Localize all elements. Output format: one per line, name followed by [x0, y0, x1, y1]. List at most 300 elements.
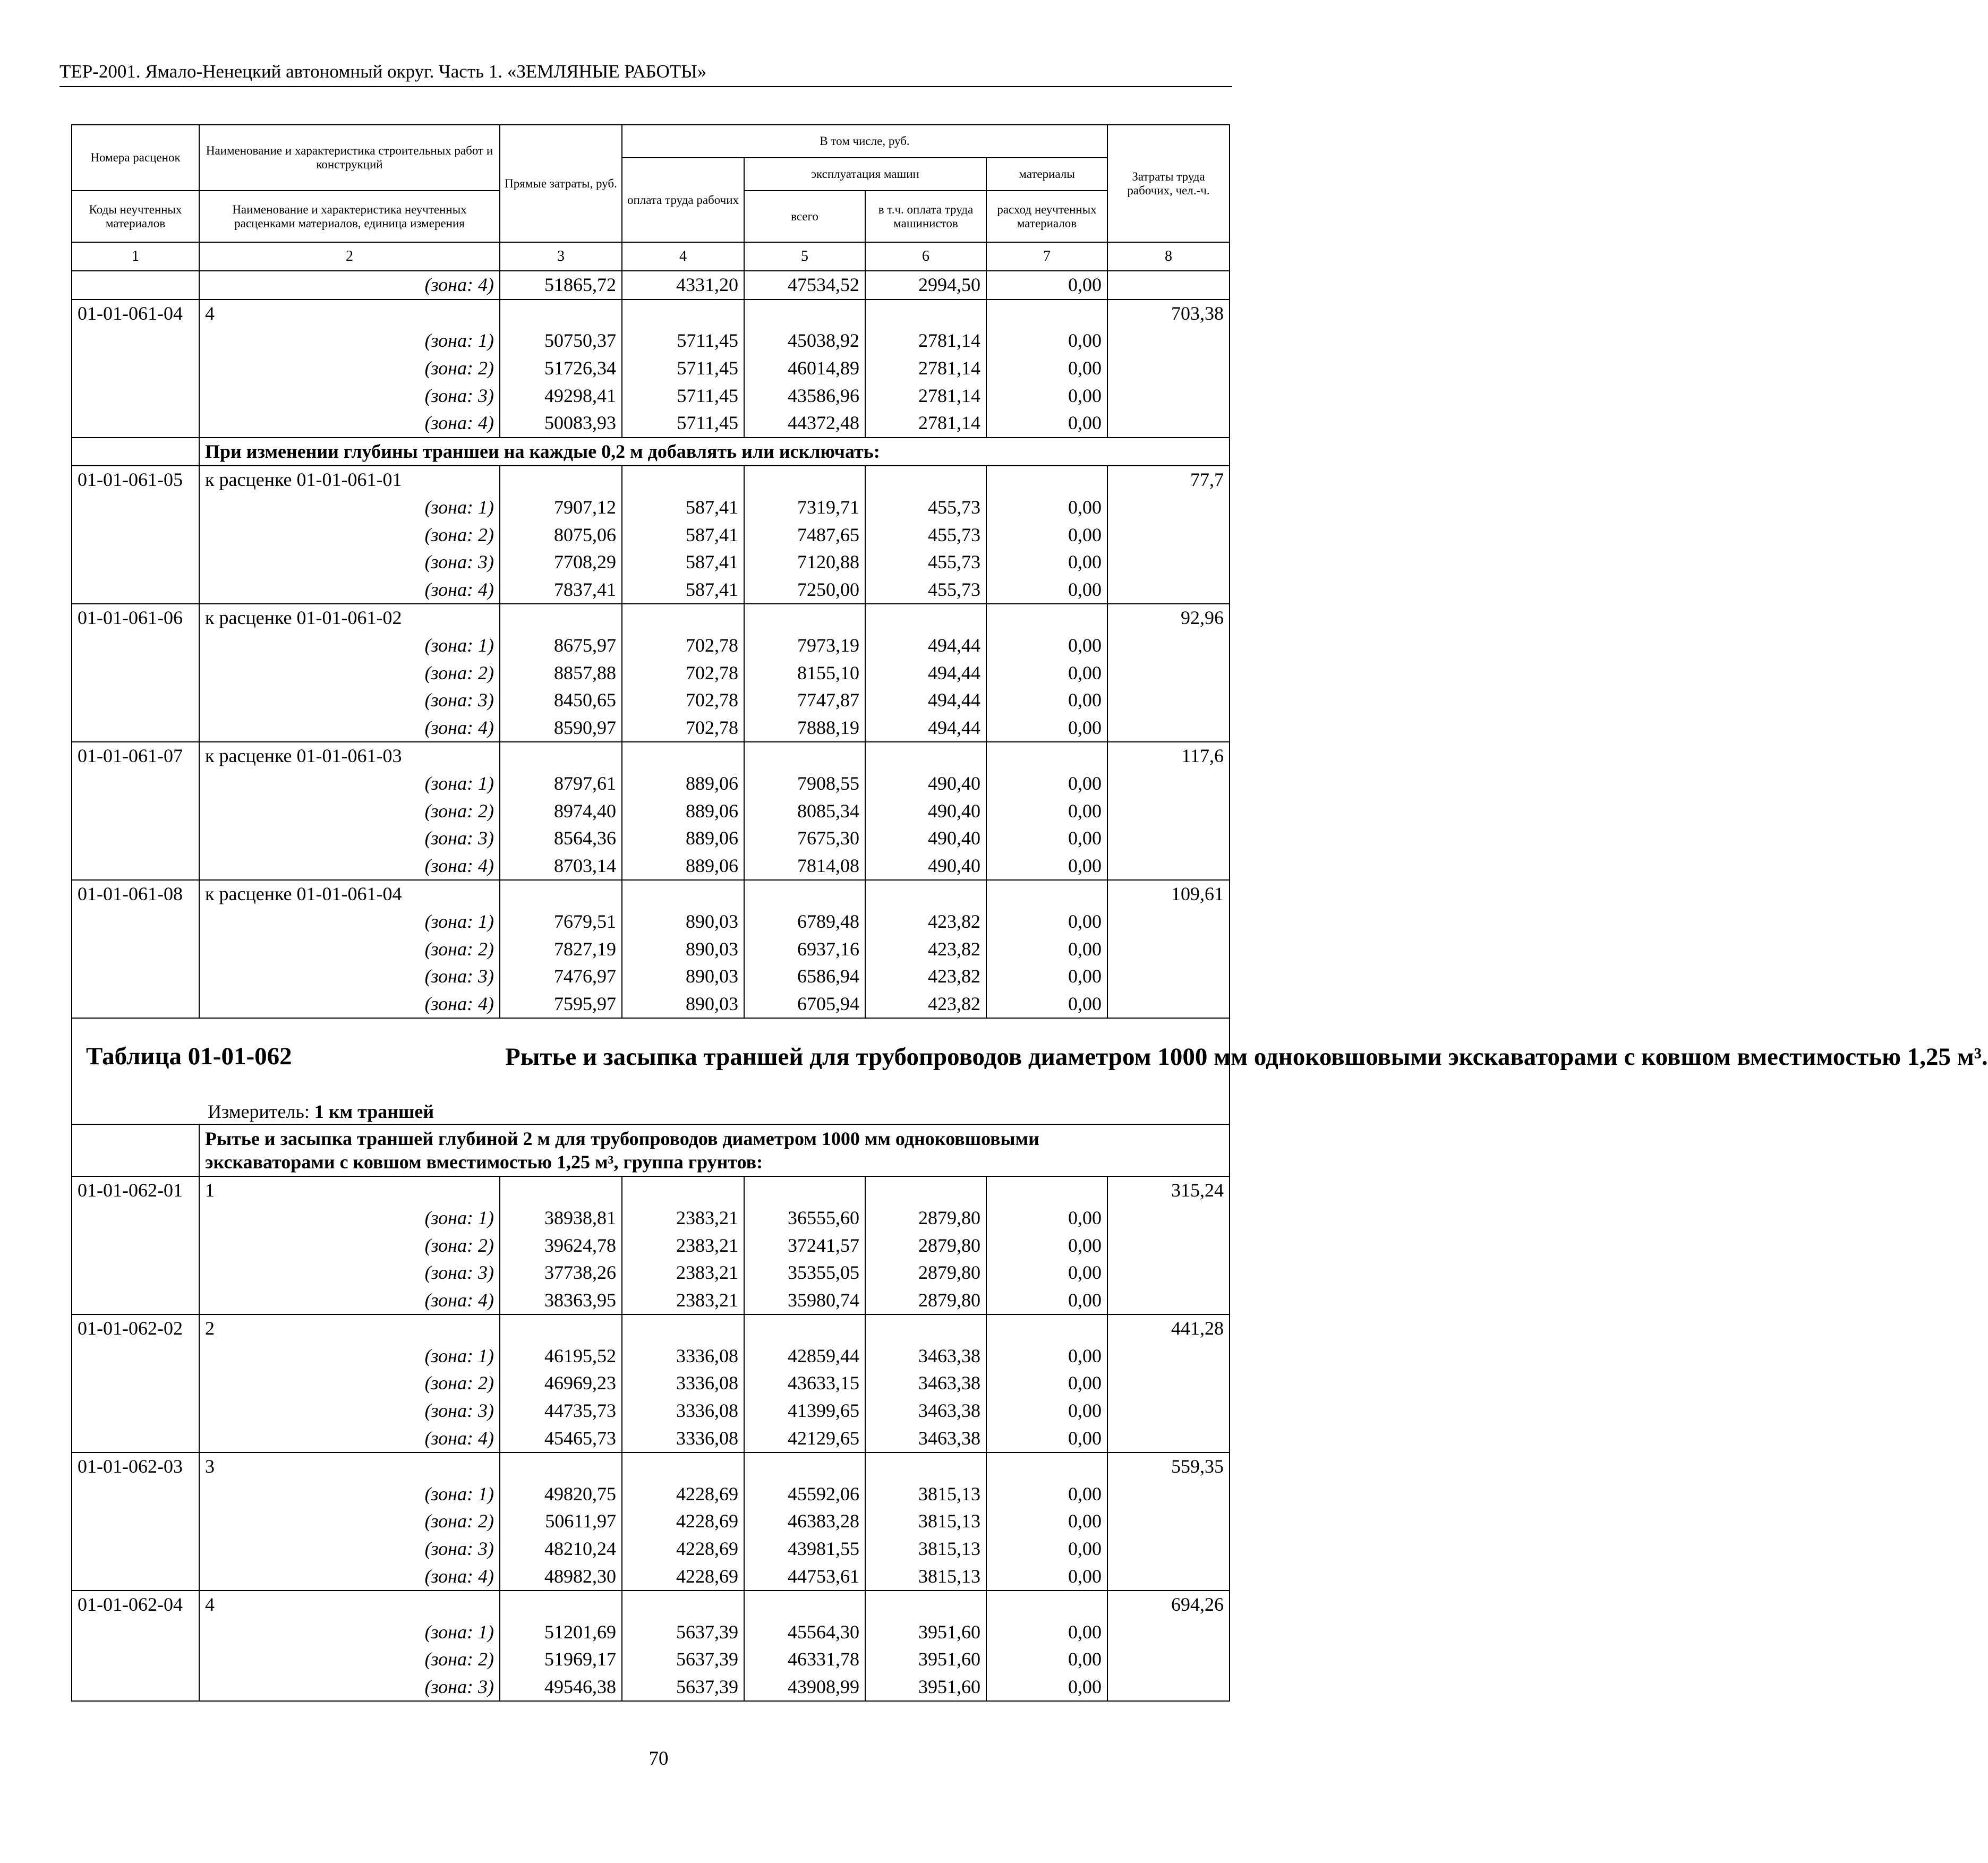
- materials-cost: 0,00: [986, 1646, 1107, 1673]
- header-col5: всего: [744, 191, 865, 242]
- rate-code: [72, 659, 199, 687]
- zone-label: (зона: 3): [199, 1397, 500, 1425]
- labor-cost: 92,96: [1107, 604, 1230, 632]
- machine-total: 6937,16: [744, 935, 865, 963]
- rate-code: [72, 1619, 199, 1646]
- rate-code: [72, 327, 199, 355]
- column-numbers-row: [72, 242, 1230, 271]
- direct-cost: 51865,72: [500, 271, 622, 300]
- table-row: [72, 1562, 1230, 1591]
- empty-cell: [986, 466, 1107, 494]
- column-number-7: 7: [986, 242, 1107, 271]
- machinist-pay: 3815,13: [865, 1481, 986, 1508]
- machine-total: 7250,00: [744, 576, 865, 604]
- header-col3: Прямые затраты, руб.: [500, 125, 622, 242]
- materials-cost: 0,00: [986, 1232, 1107, 1259]
- table-row: [72, 770, 1230, 798]
- page-number: 70: [649, 1748, 669, 1770]
- worker-pay: 889,06: [622, 797, 744, 825]
- machinist-pay: 2994,50: [865, 271, 986, 300]
- materials-cost: 0,00: [986, 549, 1107, 576]
- rate-code: [72, 409, 199, 438]
- direct-cost: 44735,73: [500, 1397, 622, 1425]
- empty-cell: [865, 604, 986, 632]
- direct-cost: 51201,69: [500, 1619, 622, 1646]
- rate-code: [72, 1424, 199, 1452]
- direct-cost: 7837,41: [500, 576, 622, 604]
- worker-pay: 4331,20: [622, 271, 744, 300]
- machinist-pay: 490,40: [865, 825, 986, 852]
- labor-cost: [1107, 521, 1230, 549]
- labor-cost: [1107, 1619, 1230, 1646]
- machine-total: 46014,89: [744, 355, 865, 382]
- labor-cost: [1107, 1343, 1230, 1370]
- zone-label: (зона: 1): [199, 327, 500, 355]
- zone-label: (зона: 1): [199, 1204, 500, 1232]
- machine-total: 7487,65: [744, 521, 865, 549]
- labor-cost: [1107, 1646, 1230, 1673]
- zone-label: (зона: 4): [199, 852, 500, 880]
- worker-pay: 4228,69: [622, 1535, 744, 1563]
- empty-cell: [744, 1591, 865, 1619]
- running-header: ТЕР-2001. Ямало-Ненецкий автономный округ. Часть 1. «ЗЕМЛЯНЫЕ РАБОТЫ»: [59, 57, 1232, 87]
- rate-code: 01-01-061-06: [72, 604, 199, 632]
- rate-code: [72, 271, 199, 300]
- rate-code: [72, 576, 199, 604]
- empty-cell: [622, 880, 744, 908]
- worker-pay: 2383,21: [622, 1286, 744, 1314]
- rate-code: [72, 1343, 199, 1370]
- labor-cost: [1107, 1673, 1230, 1702]
- rate-code: [72, 1259, 199, 1287]
- rate-header-row: [72, 880, 1230, 908]
- table-row: [72, 687, 1230, 714]
- empty-cell: [622, 1176, 744, 1204]
- rate-code: [72, 990, 199, 1018]
- worker-pay: 889,06: [622, 825, 744, 852]
- machinist-pay: 494,44: [865, 714, 986, 742]
- empty-cell: [500, 1591, 622, 1619]
- machine-total: 45038,92: [744, 327, 865, 355]
- empty-cell: [865, 1591, 986, 1619]
- empty-cell: [500, 300, 622, 328]
- materials-cost: 0,00: [986, 990, 1107, 1018]
- worker-pay: 3336,08: [622, 1343, 744, 1370]
- rate-code: 01-01-062-04: [72, 1591, 199, 1619]
- empty-cell: [744, 604, 865, 632]
- rate-code: [72, 632, 199, 660]
- direct-cost: 48982,30: [500, 1562, 622, 1591]
- labor-cost: [1107, 825, 1230, 852]
- column-number-8: 8: [1107, 242, 1230, 271]
- rate-code: [72, 825, 199, 852]
- materials-cost: 0,00: [986, 1481, 1107, 1508]
- machinist-pay: 494,44: [865, 632, 986, 660]
- column-number-1: 1: [72, 242, 199, 271]
- table-row: [72, 1343, 1230, 1370]
- machinist-pay: 455,73: [865, 576, 986, 604]
- table-row: [72, 1232, 1230, 1259]
- empty-cell: [744, 880, 865, 908]
- empty-cell: [500, 880, 622, 908]
- machinist-pay: 490,40: [865, 770, 986, 798]
- header-col8: Затраты труда рабочих, чел.-ч.: [1107, 125, 1230, 242]
- rate-code: 01-01-062-01: [72, 1176, 199, 1204]
- empty-cell: [622, 604, 744, 632]
- header-col1-top: Номера расценок: [72, 125, 199, 191]
- direct-cost: 37738,26: [500, 1259, 622, 1287]
- materials-cost: 0,00: [986, 271, 1107, 300]
- materials-cost: 0,00: [986, 687, 1107, 714]
- table-row: [72, 549, 1230, 576]
- machinist-pay: 455,73: [865, 494, 986, 522]
- rate-code: [72, 1232, 199, 1259]
- machinist-pay: 3815,13: [865, 1535, 986, 1563]
- empty-cell: [744, 466, 865, 494]
- rate-header-row: [72, 742, 1230, 770]
- zone-label: (зона: 4): [199, 271, 500, 300]
- machinist-pay: 423,82: [865, 908, 986, 936]
- rate-header-row: [72, 1314, 1230, 1343]
- rates-table: [71, 124, 1988, 1702]
- machinist-pay: 2781,14: [865, 382, 986, 409]
- measure-unit: [208, 1098, 434, 1125]
- zone-label: (зона: 2): [199, 521, 500, 549]
- rate-name: к расценке 01-01-061-02: [199, 604, 500, 632]
- machinist-pay: 3815,13: [865, 1562, 986, 1591]
- empty-cell: [622, 1452, 744, 1481]
- zone-label: (зона: 4): [199, 990, 500, 1018]
- machine-total: 6586,94: [744, 963, 865, 990]
- zone-label: (зона: 3): [199, 549, 500, 576]
- table-row: [72, 521, 1230, 549]
- machine-total: 7908,55: [744, 770, 865, 798]
- machinist-pay: 2781,14: [865, 409, 986, 438]
- machinist-pay: 423,82: [865, 963, 986, 990]
- zone-label: (зона: 4): [199, 576, 500, 604]
- empty-cell: [622, 1591, 744, 1619]
- machinist-pay: 3463,38: [865, 1397, 986, 1425]
- rate-code: 01-01-061-04: [72, 300, 199, 328]
- worker-pay: 587,41: [622, 549, 744, 576]
- machinist-pay: 490,40: [865, 797, 986, 825]
- machine-total: 42129,65: [744, 1424, 865, 1452]
- labor-cost: 109,61: [1107, 880, 1230, 908]
- table-row: [72, 797, 1230, 825]
- zone-label: (зона: 3): [199, 963, 500, 990]
- zone-label: (зона: 3): [199, 1673, 500, 1702]
- rate-code: 01-01-062-03: [72, 1452, 199, 1481]
- direct-cost: 8797,61: [500, 770, 622, 798]
- column-number-3: 3: [500, 242, 622, 271]
- zone-label: (зона: 4): [199, 409, 500, 438]
- rate-header-row: [72, 466, 1230, 494]
- materials-cost: 0,00: [986, 1259, 1107, 1287]
- table-row: [72, 1646, 1230, 1673]
- direct-cost: 8075,06: [500, 521, 622, 549]
- labor-cost: [1107, 797, 1230, 825]
- worker-pay: 5637,39: [622, 1673, 744, 1702]
- zone-label: (зона: 1): [199, 908, 500, 936]
- zone-label: (зона: 3): [199, 1535, 500, 1563]
- section-note-row: [72, 438, 1230, 466]
- machinist-pay: 3951,60: [865, 1673, 986, 1702]
- materials-cost: 0,00: [986, 1535, 1107, 1563]
- rate-name: к расценке 01-01-061-03: [199, 742, 500, 770]
- table-header: [72, 125, 1230, 271]
- machine-total: 7973,19: [744, 632, 865, 660]
- machinist-pay: 3815,13: [865, 1508, 986, 1535]
- machine-total: 7319,71: [744, 494, 865, 522]
- section-note-row: [72, 1124, 1230, 1176]
- table-row: [72, 576, 1230, 604]
- direct-cost: 51726,34: [500, 355, 622, 382]
- rate-code: [72, 494, 199, 522]
- machine-total: 43981,55: [744, 1535, 865, 1563]
- worker-pay: 5711,45: [622, 327, 744, 355]
- worker-pay: 702,78: [622, 632, 744, 660]
- labor-cost: [1107, 271, 1230, 300]
- empty-cell: [865, 742, 986, 770]
- labor-cost: [1107, 963, 1230, 990]
- machinist-pay: 490,40: [865, 852, 986, 880]
- rate-code: [72, 714, 199, 742]
- worker-pay: 3336,08: [622, 1424, 744, 1452]
- empty-cell: [986, 1452, 1107, 1481]
- table-row: [72, 963, 1230, 990]
- worker-pay: 890,03: [622, 935, 744, 963]
- table-row: [72, 327, 1230, 355]
- worker-pay: 587,41: [622, 521, 744, 549]
- rate-code: 01-01-061-08: [72, 880, 199, 908]
- machine-total: 41399,65: [744, 1397, 865, 1425]
- machine-total: 6705,94: [744, 990, 865, 1018]
- direct-cost: 45465,73: [500, 1424, 622, 1452]
- materials-cost: 0,00: [986, 852, 1107, 880]
- labor-cost: [1107, 990, 1230, 1018]
- machine-total: 7747,87: [744, 687, 865, 714]
- zone-label: (зона: 3): [199, 687, 500, 714]
- rate-name: 4: [199, 1591, 500, 1619]
- machine-total: 7120,88: [744, 549, 865, 576]
- empty-cell: [865, 880, 986, 908]
- rate-code: [72, 687, 199, 714]
- table-title: Рытье и засыпка траншей для трубопроводов диаметром 1000 мм одноковшовыми экскаваторами с ковшом вместимостью 1,25 м³.: [505, 1043, 1988, 1071]
- labor-cost: [1107, 382, 1230, 409]
- rate-code: [72, 908, 199, 936]
- worker-pay: 5711,45: [622, 355, 744, 382]
- rate-code: [72, 549, 199, 576]
- table-row: [72, 990, 1230, 1018]
- labor-cost: 77,7: [1107, 466, 1230, 494]
- machinist-pay: 494,44: [865, 659, 986, 687]
- materials-cost: 0,00: [986, 494, 1107, 522]
- worker-pay: 2383,21: [622, 1204, 744, 1232]
- empty-cell: [622, 742, 744, 770]
- labor-cost: [1107, 1562, 1230, 1591]
- rate-code: [72, 1397, 199, 1425]
- empty-cell: [865, 300, 986, 328]
- worker-pay: 5637,39: [622, 1646, 744, 1673]
- materials-cost: 0,00: [986, 1286, 1107, 1314]
- direct-cost: 49820,75: [500, 1481, 622, 1508]
- direct-cost: 8590,97: [500, 714, 622, 742]
- zone-label: (зона: 4): [199, 1424, 500, 1452]
- materials-cost: 0,00: [986, 1562, 1107, 1591]
- empty-cell: [744, 1176, 865, 1204]
- direct-cost: 49298,41: [500, 382, 622, 409]
- materials-cost: 0,00: [986, 935, 1107, 963]
- table-row: [72, 1286, 1230, 1314]
- rate-code: [72, 770, 199, 798]
- machine-total: 7675,30: [744, 825, 865, 852]
- worker-pay: 702,78: [622, 714, 744, 742]
- table-number: Таблица 01-01-062: [86, 1042, 292, 1071]
- machinist-pay: 494,44: [865, 687, 986, 714]
- zone-label: (зона: 2): [199, 355, 500, 382]
- labor-cost: [1107, 852, 1230, 880]
- materials-cost: 0,00: [986, 409, 1107, 438]
- materials-cost: 0,00: [986, 908, 1107, 936]
- table-row: [72, 714, 1230, 742]
- labor-cost: [1107, 494, 1230, 522]
- machinist-pay: 423,82: [865, 990, 986, 1018]
- materials-cost: 0,00: [986, 1619, 1107, 1646]
- rate-code: 01-01-061-05: [72, 466, 199, 494]
- table-row: [72, 1424, 1230, 1452]
- rate-code: [72, 852, 199, 880]
- empty-cell: [744, 1452, 865, 1481]
- zone-label: (зона: 2): [199, 659, 500, 687]
- empty-cell: [622, 300, 744, 328]
- empty-cell: [865, 1452, 986, 1481]
- table-row: [72, 632, 1230, 660]
- rate-name: 2: [199, 1314, 500, 1343]
- rate-header-row: [72, 1591, 1230, 1619]
- labor-cost: [1107, 1232, 1230, 1259]
- materials-cost: 0,00: [986, 521, 1107, 549]
- materials-cost: 0,00: [986, 797, 1107, 825]
- labor-cost: [1107, 409, 1230, 438]
- labor-cost: [1107, 327, 1230, 355]
- header-machines: эксплуатация машин: [744, 158, 986, 191]
- note-spacer: [72, 438, 199, 466]
- zone-label: (зона: 1): [199, 632, 500, 660]
- labor-cost: [1107, 549, 1230, 576]
- worker-pay: 889,06: [622, 852, 744, 880]
- header-col4: оплата труда рабочих: [622, 158, 744, 242]
- rate-name: 3: [199, 1452, 500, 1481]
- direct-cost: 8857,88: [500, 659, 622, 687]
- empty-cell: [744, 1314, 865, 1343]
- direct-cost: 49546,38: [500, 1673, 622, 1702]
- machine-total: 43908,99: [744, 1673, 865, 1702]
- direct-cost: 46969,23: [500, 1370, 622, 1397]
- machinist-pay: 3951,60: [865, 1646, 986, 1673]
- rate-code: [72, 935, 199, 963]
- note-spacer: [72, 1124, 199, 1176]
- machinist-pay: 2879,80: [865, 1286, 986, 1314]
- empty-cell: [986, 300, 1107, 328]
- rate-name: к расценке 01-01-061-04: [199, 880, 500, 908]
- worker-pay: 587,41: [622, 576, 744, 604]
- labor-cost: [1107, 1204, 1230, 1232]
- machinist-pay: 455,73: [865, 521, 986, 549]
- table-row: [72, 355, 1230, 382]
- machinist-pay: 3463,38: [865, 1343, 986, 1370]
- note-spacer: [1107, 1124, 1230, 1176]
- rate-code: [72, 1646, 199, 1673]
- rate-code: [72, 1562, 199, 1591]
- machine-total: 44753,61: [744, 1562, 865, 1591]
- empty-cell: [986, 742, 1107, 770]
- labor-cost: [1107, 1370, 1230, 1397]
- empty-cell: [622, 466, 744, 494]
- zone-label: (зона: 2): [199, 1232, 500, 1259]
- labor-cost: [1107, 1508, 1230, 1535]
- direct-cost: 50750,37: [500, 327, 622, 355]
- worker-pay: 702,78: [622, 687, 744, 714]
- table-row: [72, 935, 1230, 963]
- direct-cost: 48210,24: [500, 1535, 622, 1563]
- rate-code: [72, 521, 199, 549]
- labor-cost: 694,26: [1107, 1591, 1230, 1619]
- direct-cost: 50083,93: [500, 409, 622, 438]
- machinist-pay: 2879,80: [865, 1204, 986, 1232]
- machine-total: 35355,05: [744, 1259, 865, 1287]
- header-col6: в т.ч. оплата труда машинистов: [865, 191, 986, 242]
- machine-total: 7814,08: [744, 852, 865, 880]
- labor-cost: [1107, 576, 1230, 604]
- materials-cost: 0,00: [986, 382, 1107, 409]
- note-spacer: [1107, 438, 1230, 466]
- rate-code: [72, 963, 199, 990]
- rate-code: [72, 1370, 199, 1397]
- rate-code: [72, 1673, 199, 1702]
- materials-cost: 0,00: [986, 1424, 1107, 1452]
- machinist-pay: 3463,38: [865, 1424, 986, 1452]
- machinist-pay: 455,73: [865, 549, 986, 576]
- worker-pay: 4228,69: [622, 1562, 744, 1591]
- zone-label: (зона: 3): [199, 825, 500, 852]
- header-col2-top: Наименование и характеристика строительных работ и конструкций: [199, 125, 500, 191]
- machine-total: 7888,19: [744, 714, 865, 742]
- table-row: [72, 382, 1230, 409]
- direct-cost: 39624,78: [500, 1232, 622, 1259]
- worker-pay: 890,03: [622, 990, 744, 1018]
- rates-table-wrapper: [71, 124, 1988, 1702]
- rate-name: к расценке 01-01-061-01: [199, 466, 500, 494]
- machine-total: 6789,48: [744, 908, 865, 936]
- worker-pay: 3336,08: [622, 1370, 744, 1397]
- table-row: [72, 1508, 1230, 1535]
- zone-label: (зона: 2): [199, 1508, 500, 1535]
- zone-label: (зона: 1): [199, 770, 500, 798]
- rate-header-row: [72, 604, 1230, 632]
- zone-label: (зона: 4): [199, 1562, 500, 1591]
- zone-label: (зона: 1): [199, 494, 500, 522]
- empty-cell: [500, 466, 622, 494]
- empty-cell: [500, 604, 622, 632]
- rate-code: [72, 1481, 199, 1508]
- zone-label: (зона: 1): [199, 1481, 500, 1508]
- header-including: В том числе, руб.: [622, 125, 1107, 158]
- zone-label: (зона: 2): [199, 935, 500, 963]
- header-col1-bottom: Коды неучтенных материалов: [72, 191, 199, 242]
- empty-cell: [986, 1591, 1107, 1619]
- machinist-pay: 3463,38: [865, 1370, 986, 1397]
- machine-total: 47534,52: [744, 271, 865, 300]
